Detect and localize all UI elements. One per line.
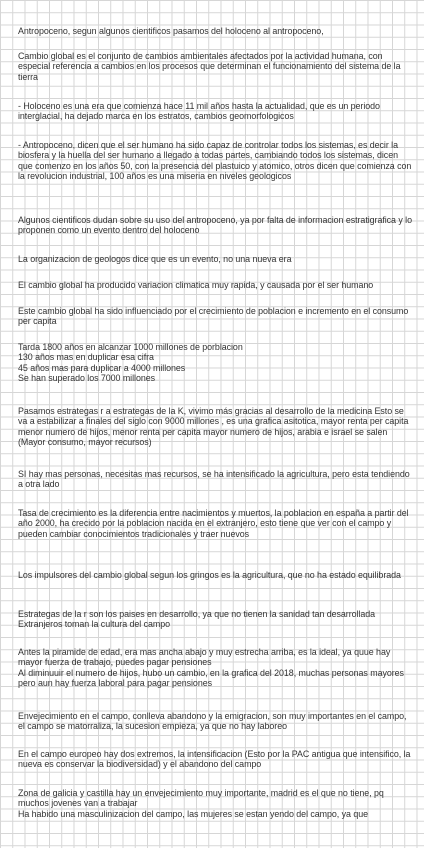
note-paragraph: Envejecimiento en el campo, conlleva abandono y la emigracion, son muy importantes en el campo, el campo se matorraliza, la sucesion empieza, ya que no hay laboreo [18,711,407,732]
note-paragraph: Este cambio global ha sido influenciado por el crecimiento de poblacion e incremento en el consumo per capita [18,306,409,327]
note-paragraph: Zona de galicia y castilla hay un envejecimiento muy importante, madrid es el que no tiene, pq muchos jovenes van a trabajar Ha habido una masculinizacion del campo, las mujeres se estan yendo del campo, ya que [18,788,384,819]
note-paragraph: Tarda 1800 años en alcanzar 1000 millones de porblacion 130 años mas en duplicar esa cifra 45 años mas para duplicar a 4000 millones Se han superado los 7000 millones [18,342,243,383]
note-paragraph: Tasa de crecimiento es la diferencia entre nacimientos y muertos, la poblacion en españa a partir del año 2000, ha crecido por la poblacion nacida en el extranjero, esto tiene que ver con el campo y pueden cambiar conocimientos tradicionales y traer nuevos [18,508,409,539]
note-paragraph: Estrategas de la r son los paises en desarrollo, ya que no tienen la sanidad tan desarrollada Extranjeros toman la cultura del campo [18,609,375,630]
note-paragraph: Cambio global es el conjunto de cambios ambientales afectados por la actividad humana, con especial referencia a cambios en los procesos que determinan el funcionamiento del sistema de la tierra [18,51,401,82]
note-paragraph: SI hay mas personas, necesitas mas recursos, se ha intensificado la agricultura, pero esta tendiendo a otra lado [18,469,410,490]
note-paragraph: - Holoceno es una era que comienza hace 11 mil años hasta la actualidad, que es un periodo interglacial, ha dejado marca en los estratos, cambios geomorfologicos [18,101,380,122]
note-paragraph: Algunos cientificos dudan sobre su uso del antropoceno, ya por falta de informacion estratigrafica y lo proponen como un evento dentro del holoceno [18,215,412,236]
note-paragraph: Los impulsores del cambio global segun los gringos es la agricultura, que no ha estado equilibrada [18,570,401,580]
note-paragraph: El cambio global ha producido variacion climatica muy rapida, y causada por el ser humano [18,280,374,290]
note-paragraph: En el campo europeo hay dos extremos, la intensificacion (Esto por la PAC antigua que intensifico, la nueva es conservar la biodiversidad) y el abandono del campo [18,749,411,770]
note-paragraph: Pasamos estrategas r a estrategas de la K, vivimo más gracias al desarrollo de la medicina Esto se va a estabilizar a finales del siglo con 9000 millones , es una grafica asitotica, mayor renta per capita menor numero de hijos, menor renta per capita mayor numero de hijos, arabia e israel se salen (Mayor consumo, mayor recursos) [18,406,409,447]
note-paragraph: Antes la piramide de edad, era mas ancha abajo y muy estrecha arriba, es la ideal, ya quue hay mayor fuerza de trabajo, puedes pagar pensiones Al diminuuir el numero de hijos, hubo un cambio, en la grafica del 2018, muchas personas mayores pero aun hay fuerza laboral para pagar pensiones [18,647,404,688]
note-paragraph: Antropoceno, segun algunos cientificos pasamos del holoceno al antropoceno, [18,26,324,36]
note-paragraph: La organizacion de geologos dice que es un evento, no una nueva era [18,254,292,264]
note-paragraph: - Antropoceno, dicen que el ser humano ha sido capaz de controlar todos los sistemas, es decir la biosfera y la huella del ser humano a llegado a todas partes, cambiando todos los sistemas, dicen que comenzo en los años 50, con la presencia del plastuico y atomico, otros dicen que comienza con la revolucion industrial, 100 años es una miseria en niveles geologicos [18,140,412,181]
